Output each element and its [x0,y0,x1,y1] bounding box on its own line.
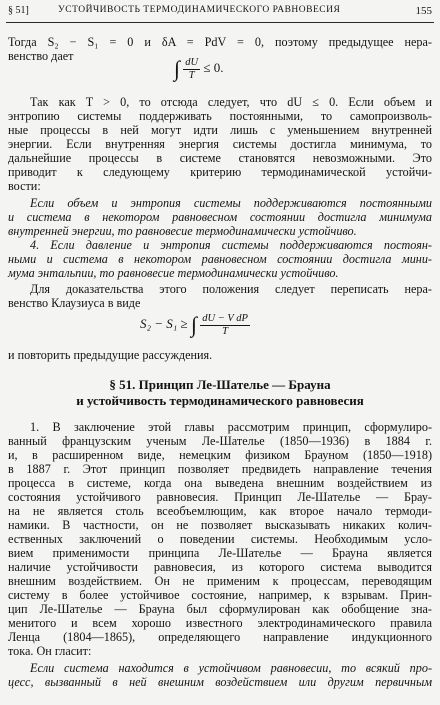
text-line: венство дает [8,49,74,63]
text-line: венство Клаузиуса в виде [8,296,141,310]
text-line: приводит к следующему критерию термодинамической устойчи- [8,165,432,179]
text-line: Для доказательства этого положения следует переписать нера- [30,282,432,296]
text-line: тока. Он гласит: [8,644,92,658]
italic-line: мума энтальпии, то равновесие термодинамически устойчиво. [8,266,339,280]
header-title: УСТОЙЧИВОСТЬ ТЕРМОДИНАМИЧЕСКОГО РАВНОВЕСИЯ [58,5,341,15]
text-line: Так как T > 0, то отсюда следует, что dU ≤ 0. Если объем и [30,95,432,109]
fraction-numerator: dU [185,56,199,68]
header-rule [6,22,434,23]
section-heading: § 51. Принцип Ле-Шателье — Брауна [109,377,331,392]
italic-line: ными и система в некотором равновесном состоянии достигла мини- [8,252,432,266]
text-line: ные процессы в ней могут идти лишь с уменьшением внутренней [8,123,432,137]
running-header [0,0,440,24]
text-line: дальнейшие процессы в системе становятся невозможными. Это [8,151,432,165]
formula-clausius [140,312,250,338]
italic-line: и система в некотором равновесном состоянии достигла минимума [8,210,432,224]
text-line: менитого и всем хорошо известного электродинамического правила [8,616,432,630]
text-line: систему в более устойчивое состояние, например, к взрывам. Прин- [8,588,432,602]
text-line: энергии. Если внутренняя энергия системы достигла минимума, то [8,137,432,151]
section-heading: и устойчивость термодинамического равновесия [76,393,364,408]
text-line: Ленца (1804—1865), определяющего направление индукционного [8,630,432,644]
fraction-numerator: dU − V dP [202,312,248,324]
text-line: вием применимости принципа Ле-Шателье — Брауна является [8,546,432,560]
text-line: на не является столь всеобъемлющим, как второе начало термоди- [8,504,432,518]
text-line: и повторить предыдущие рассуждения. [8,348,213,362]
fraction-denominator: T [222,325,228,337]
header-section-ref: § 51] [8,5,29,16]
italic-line: Если система находится в устойчивом равновесии, то всякий про- [30,661,432,675]
integral-sign: ∫ [190,312,197,337]
text-line: энтропию системы поддерживать постоянными, то самопроизволь- [8,109,432,123]
formula-relation: ≤ 0. [203,59,224,75]
italic-line: 4. Если давление и энтропия системы поддерживаются постоян- [30,238,432,252]
italic-line: Если объем и энтропия системы поддерживаются постоянными [30,196,432,210]
text-line: вости: [8,179,41,193]
text-line: процесса в системе, когда она выведена внешним воздействием из [8,476,432,490]
integral-sign: ∫ [174,56,181,81]
italic-line: внутренней энергии, то равновесие термодинамически устойчиво. [8,224,357,238]
fraction [183,57,200,82]
formula-lhs: S₂ − S₁ ≥ [140,315,188,331]
text-line: наличие устойчивости равновесия, из которого система выводится [8,560,432,574]
text-line: и, в расширенном виде, немецким физиком Брауном (1850—1918) [8,448,432,462]
page-number: 155 [415,5,432,17]
text-line: 1. В заключение этой главы рассмотрим принцип, сформулиро- [30,420,432,434]
text-line: в 1887 г. Этот принцип позволяет предвидеть направление течения [8,462,432,476]
text-line: цип Ле-Шателье — Брауна был сформулирован как обобщение зна- [8,602,432,616]
formula-inequality [174,56,224,82]
fraction-denominator: T [188,69,195,81]
text-line: ественных заключений о поведении системы. Необходимым усло- [8,532,432,546]
text-line: внешним воздействием. Он не применим к процессам, переводящим [8,574,432,588]
italic-line: цесс, вызванный в ней внешним воздействием или другим первичным [8,675,432,689]
text-line: ванный французским ученым Ле-Шателье (1850—1936) в 1884 г. [8,434,432,448]
text-line: Тогда S₂ − S₁ = 0 и δA = PdV = 0, поэтому предыдущее нера- [8,35,432,49]
fraction [200,313,250,338]
text-line: намики. В частности, он не позволяет высказывать никаких колич- [8,518,432,532]
text-line: состояния устойчивого равновесия. Принцип Ле-Шателье — Брау- [8,490,432,504]
